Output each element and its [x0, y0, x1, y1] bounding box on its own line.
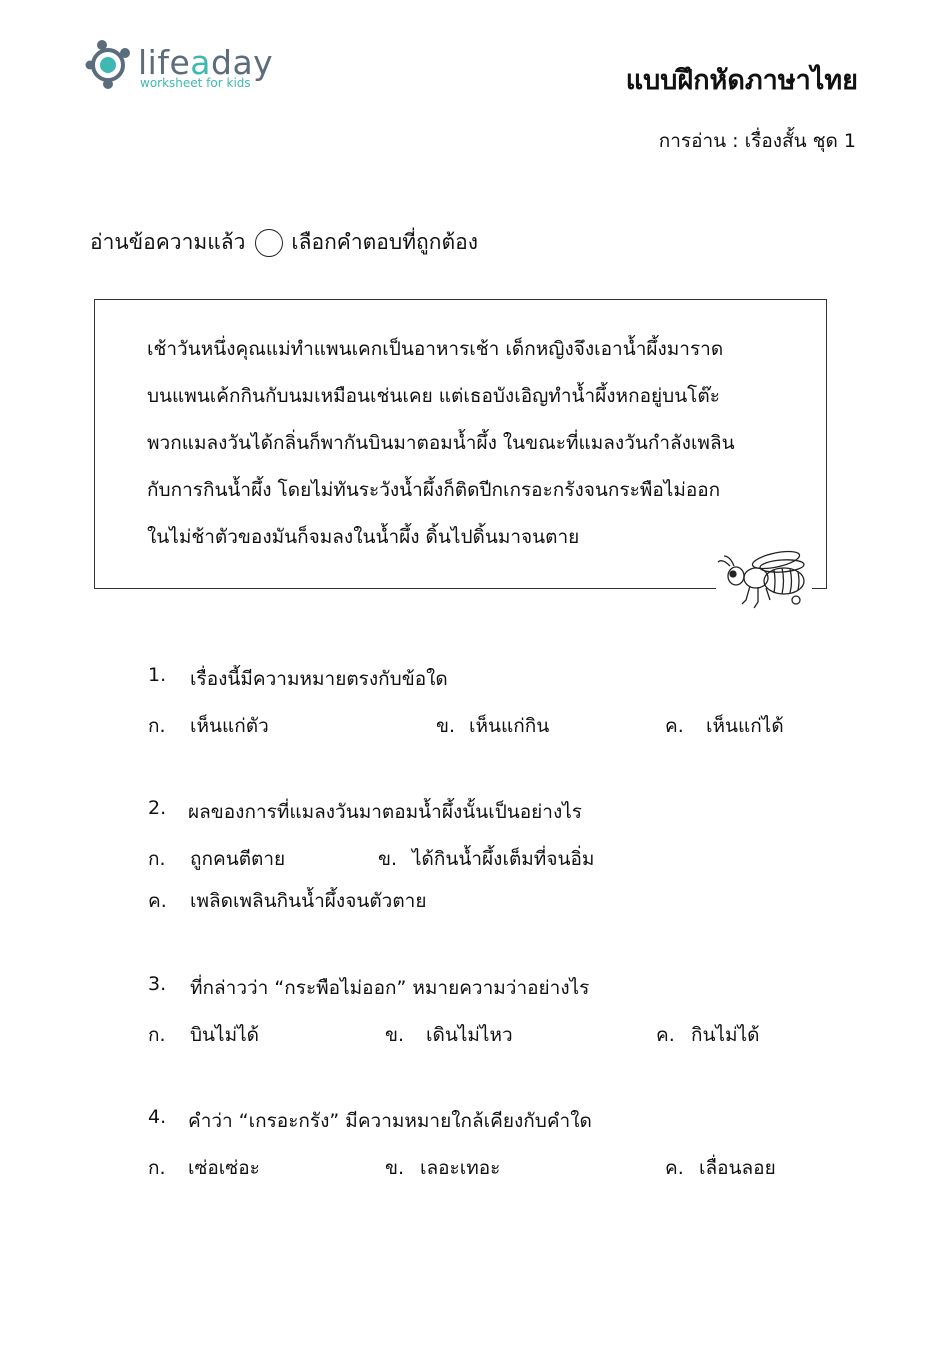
passage-line: เช้าวันหนึ่งคุณแม่ทำแพนเคกเป็นอาหารเช้า เด็กหญิงจึงเอาน้ำผึ้งมาราด: [147, 338, 724, 360]
passage-box: [94, 299, 827, 589]
option-letter: ก.: [148, 848, 166, 870]
option-letter: ค.: [148, 890, 167, 912]
question-text: ที่กล่าวว่า “กระพือไม่ออก” หมายความว่าอย่างไร: [190, 977, 590, 999]
option-text: เห็นแก่กิน: [469, 715, 550, 737]
logo-tagline: worksheet for kids: [140, 76, 251, 90]
option-text: กินไม่ได้: [691, 1024, 760, 1046]
option-text: ถูกคนตีตาย: [190, 848, 286, 870]
question-text: ผลของการที่แมลงวันมาตอมน้ำผึ้งนั้นเป็นอย่างไร: [188, 801, 583, 823]
question-number: 4.: [148, 1106, 167, 1128]
option-letter: ข.: [385, 1024, 405, 1046]
passage-line: กับการกินน้ำผึ้ง โดยไม่ทันระวังน้ำผึ้งก็ติดปีกเกรอะกรังจนกระพือไม่ออก: [147, 479, 721, 501]
option-text: เห็นแก่ตัว: [190, 715, 269, 737]
circle-symbol-icon: [255, 229, 283, 257]
option-letter: ก.: [148, 715, 166, 737]
option-letter: ค.: [656, 1024, 675, 1046]
option-text: เดินไม่ไหว: [426, 1024, 513, 1046]
passage-line: พวกแมลงวันได้กลิ่นก็พากันบินมาตอมน้ำผึ้ง ในขณะที่แมลงวันกำลังเพลิน: [147, 432, 735, 454]
option-text: ได้กินน้ำผึ้งเต็มที่จนอิ่ม: [412, 848, 595, 870]
lifeaday-logo: [84, 38, 284, 98]
option-letter: ค.: [665, 715, 684, 737]
option-text: เลอะเทอะ: [420, 1157, 501, 1179]
option-text: เลื่อนลอย: [699, 1157, 776, 1179]
passage-line: ในไม่ช้าตัวของมันก็จมลงในน้ำผึ้ง ดิ้นไปดิ้นมาจนตาย: [147, 526, 580, 548]
question-text: คำว่า “เกรอะกรัง” มีความหมายใกล้เคียงกับคำใด: [188, 1110, 592, 1132]
worksheet-title: แบบฝึกหัดภาษาไทย: [625, 65, 858, 96]
question-number: 2.: [148, 797, 167, 819]
question-number: 1.: [148, 664, 167, 686]
option-letter: ค.: [665, 1157, 684, 1179]
passage-line: บนแพนเค้กกินกับนมเหมือนเช่นเคย แต่เธอบังเอิญทำน้ำผึ้งหกอยู่บนโต๊ะ: [147, 385, 720, 407]
option-text: เพลิดเพลินกินน้ำผึ้งจนตัวตาย: [190, 890, 427, 912]
option-letter: ข.: [385, 1157, 405, 1179]
instruction-after: เลือกคำตอบที่ถูกต้อง: [291, 230, 478, 254]
option-letter: ข.: [378, 848, 398, 870]
option-text: เซ่อเซ่อะ: [188, 1157, 260, 1179]
question-number: 3.: [148, 973, 167, 995]
question-text: เรื่องนี้มีความหมายตรงกับข้อใด: [190, 668, 448, 690]
bee-illustration-icon: [716, 548, 812, 614]
instruction-before: อ่านข้อความแล้ว: [90, 230, 246, 254]
option-text: เห็นแก่ได้: [706, 715, 784, 737]
instruction: [90, 226, 478, 259]
option-letter: ข.: [436, 715, 456, 737]
molecule-logo-icon: [84, 38, 136, 94]
option-letter: ก.: [148, 1157, 166, 1179]
option-letter: ก.: [148, 1024, 166, 1046]
logo-wordmark: lifeaday: [138, 43, 274, 82]
worksheet-subtitle: การอ่าน : เรื่องสั้น ชุด 1: [658, 130, 856, 152]
option-text: บินไม่ได้: [190, 1024, 260, 1046]
